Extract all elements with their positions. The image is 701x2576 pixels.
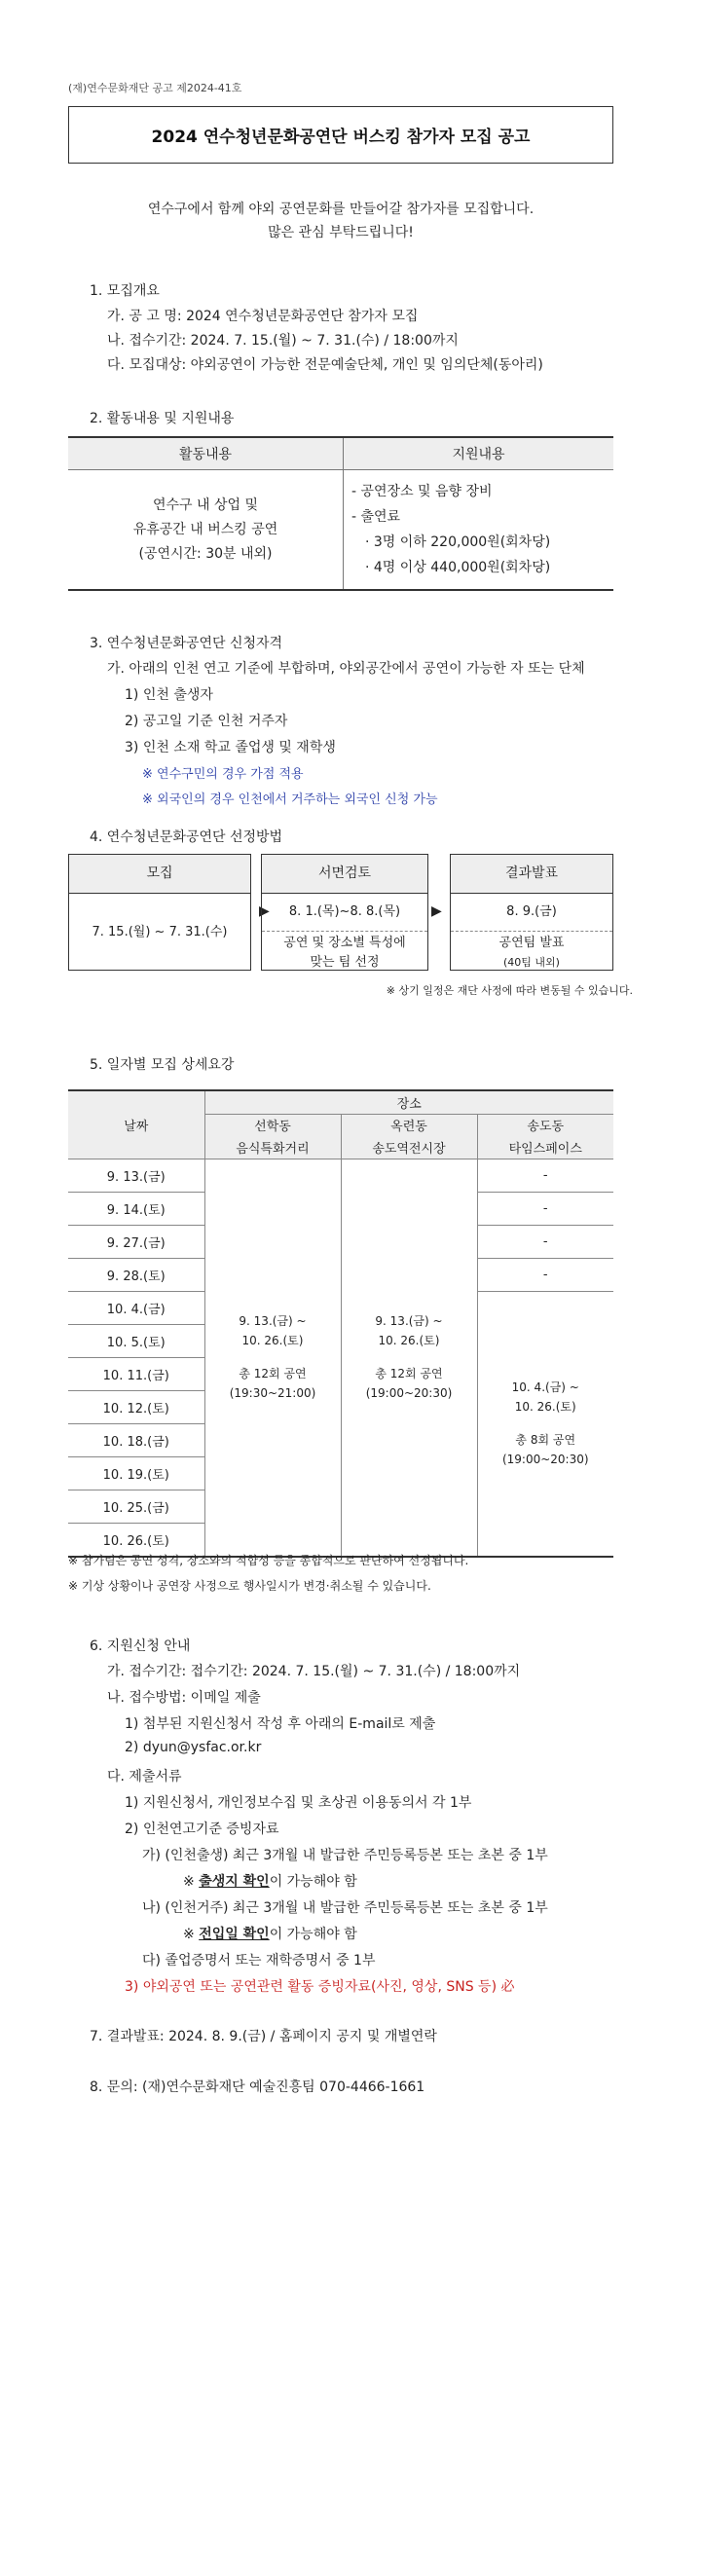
support-line: · 4명 이상 440,000원(회차당) <box>365 560 551 575</box>
s6-doc-2b: 나) (인천거주) 최근 3개월 내 발급한 주민등록등본 또는 초본 중 1부 <box>142 1900 548 1916</box>
flow-step-head: 모집 <box>69 855 250 894</box>
activity-line: 연수구 내 상업 및 <box>152 497 259 513</box>
schedule-line: 10. 26.(토) <box>378 1334 440 1347</box>
date-cell: 10. 25.(금) <box>68 1490 204 1523</box>
s6-item-b1: 1) 첨부된 지원신청서 작성 후 아래의 E-mail로 제출 <box>125 1716 436 1732</box>
venue-3-cell: - <box>477 1159 613 1192</box>
s6-item-c: 다. 제출서류 <box>107 1769 182 1785</box>
flow-desc-line: 공연팀 발표 <box>498 936 565 950</box>
s6-item-b: 나. 접수방법: 이메일 제출 <box>107 1690 261 1706</box>
schedule-note: ※ 상기 일정은 재단 사정에 따라 변동될 수 있습니다. <box>386 984 633 997</box>
s3-note-2: ※ 외국인의 경우 인천에서 거주하는 외국인 신청 가능 <box>142 792 438 807</box>
flow-step-review <box>261 854 428 971</box>
intro-line-1: 연수구에서 함께 야외 공연문화를 만들어갈 참가자를 모집합니다. <box>147 202 535 217</box>
section-6-title: 6. 지원신청 안내 <box>90 1638 191 1654</box>
s3-qual-2: 2) 공고일 기준 인천 거주자 <box>125 714 288 729</box>
s6-doc-1: 1) 지원신청서, 개인정보수집 및 초상권 이용동의서 각 1부 <box>125 1795 472 1811</box>
date-cell: 9. 28.(토) <box>68 1258 204 1291</box>
venue-area: 옥련동 <box>341 1114 477 1136</box>
date-cell: 10. 5.(토) <box>68 1324 204 1357</box>
section-7-result: 7. 결과발표: 2024. 8. 9.(금) / 홈페이지 공지 및 개별연락 <box>90 2029 437 2044</box>
date-cell: 9. 27.(금) <box>68 1225 204 1258</box>
flow-step-date: 8. 9.(금) <box>451 894 612 932</box>
venue-3-cell: - <box>477 1258 613 1291</box>
schedule-line: (19:30~21:00) <box>229 1386 316 1400</box>
date-cell: 10. 12.(토) <box>68 1390 204 1423</box>
col-date: 날짜 <box>68 1090 204 1159</box>
schedule-line: 10. 4.(금) ~ <box>511 1380 579 1394</box>
s3-item-a: 가. 아래의 인천 연고 기준에 부합하며, 야외공간에서 공연이 가능한 자 또는 단체 <box>107 661 585 677</box>
venue-name: 송도역전시장 <box>341 1136 477 1159</box>
section-5-title: 5. 일자별 모집 상세요강 <box>90 1057 235 1073</box>
activity-support-table <box>68 436 613 591</box>
support-line: · 3명 이하 220,000원(회차당) <box>365 534 551 550</box>
venue-1-schedule <box>204 1159 341 1557</box>
s3-qual-1: 1) 인천 출생자 <box>125 687 213 703</box>
flow-desc-line: (40팀 내외) <box>503 956 560 969</box>
venue-3-cell: - <box>477 1225 613 1258</box>
note-mark: ※ <box>183 1927 200 1942</box>
note-emphasis: 출생지 확인 <box>199 1874 270 1890</box>
venue-3-cell: - <box>477 1192 613 1225</box>
venue-area: 송도동 <box>477 1114 613 1136</box>
venue-name: 타임스페이스 <box>477 1136 613 1159</box>
date-cell: 10. 4.(금) <box>68 1291 204 1324</box>
schedule-line: 9. 13.(금) ~ <box>239 1314 307 1328</box>
date-cell: 10. 26.(토) <box>68 1523 204 1557</box>
s3-qual-3: 3) 인천 소재 학교 졸업생 및 재학생 <box>125 740 336 755</box>
s6-item-a: 가. 접수기간: 접수기간: 2024. 7. 15.(월) ~ 7. 31.(수) / 18:00까지 <box>107 1664 521 1679</box>
s6-doc-2a-note <box>183 1871 357 1891</box>
s6-doc-2a: 가) (인천출생) 최근 3개월 내 발급한 주민등록등본 또는 초본 중 1부 <box>142 1848 548 1863</box>
s6-doc-3: 3) 야외공연 또는 공연관련 활동 증빙자료(사진, 영상, SNS 등) 必 <box>125 1979 515 1995</box>
col-place: 장소 <box>204 1090 613 1114</box>
note-text: 이 가능해야 함 <box>269 1927 357 1942</box>
schedule-line: 10. 26.(토) <box>241 1334 304 1347</box>
s6-doc-2b-note <box>183 1924 357 1943</box>
flow-step-desc <box>262 932 427 973</box>
section-2-title: 2. 활동내용 및 지원내용 <box>90 411 235 426</box>
document-number: (재)연수문화재단 공고 제2024-41호 <box>68 82 242 94</box>
schedule-line: (19:00~20:30) <box>501 1453 589 1466</box>
flow-step-recruit <box>68 854 251 971</box>
venue-name: 음식특화거리 <box>204 1136 341 1159</box>
s1-item-b: 나. 접수기간: 2024. 7. 15.(월) ~ 7. 31.(수) / 18:00까지 <box>107 333 459 349</box>
support-line: - 공연장소 및 음향 장비 <box>351 484 493 499</box>
arrow-icon: ▶ <box>431 903 442 919</box>
activity-line: (공연시간: 30분 내외) <box>138 545 273 562</box>
activity-cell <box>68 470 344 591</box>
venue-area: 선학동 <box>204 1114 341 1136</box>
date-cell: 9. 14.(토) <box>68 1192 204 1225</box>
selection-note: ※ 참가팀은 공연 성격, 장소와의 적합성 등을 종합적으로 판단하여 선정됩니다. <box>68 1554 469 1567</box>
s6-email: 2) dyun@ysfac.or.kr <box>125 1740 262 1755</box>
flow-step-result <box>450 854 613 971</box>
note-text: 이 가능해야 함 <box>269 1874 357 1890</box>
s6-doc-2c: 다) 졸업증명서 또는 재학증명서 중 1부 <box>142 1953 376 1969</box>
flow-step-date: 8. 1.(목)~8. 8.(목) <box>262 894 427 932</box>
schedule-line: 총 12회 공연 <box>239 1367 307 1380</box>
note-emphasis: 전입일 확인 <box>199 1927 270 1942</box>
schedule-table <box>68 1089 613 1558</box>
section-8-contact: 8. 문의: (재)연수문화재단 예술진흥팀 070-4466-1661 <box>90 2079 425 2095</box>
section-4-title: 4. 연수청년문화공연단 선정방법 <box>90 829 283 845</box>
page-title: 2024 연수청년문화공연단 버스킹 참가자 모집 공고 <box>68 106 613 164</box>
arrow-icon: ▶ <box>259 903 270 919</box>
flow-step-head: 서면검토 <box>262 855 427 894</box>
s6-doc-2: 2) 인천연고기준 증빙자료 <box>125 1822 279 1837</box>
col-support: 지원내용 <box>344 437 614 470</box>
date-cell: 10. 11.(금) <box>68 1357 204 1390</box>
flow-step-head: 결과발표 <box>451 855 612 894</box>
s1-item-c: 다. 모집대상: 야외공연이 가능한 전문예술단체, 개인 및 임의단체(동아리) <box>107 357 543 373</box>
flow-desc-line: 공연 및 장소별 특성에 <box>283 936 406 950</box>
note-mark: ※ <box>183 1874 200 1890</box>
date-cell: 9. 13.(금) <box>68 1159 204 1192</box>
s3-note-1: ※ 연수구민의 경우 가점 적용 <box>142 767 304 782</box>
weather-note: ※ 기상 상황이나 공연장 사정으로 행사일시가 변경·취소될 수 있습니다. <box>68 1579 431 1593</box>
section-3-title: 3. 연수청년문화공연단 신청자격 <box>90 636 283 651</box>
schedule-line: 9. 13.(금) ~ <box>375 1314 443 1328</box>
schedule-line: 총 8회 공연 <box>515 1433 576 1447</box>
flow-step-desc <box>451 932 612 973</box>
section-1-title: 1. 모집개요 <box>90 283 160 299</box>
intro-text <box>68 198 613 244</box>
schedule-line: 10. 26.(토) <box>514 1400 576 1414</box>
s1-item-a: 가. 공 고 명: 2024 연수청년문화공연단 참가자 모집 <box>107 309 419 324</box>
support-line: - 출연료 <box>351 509 401 525</box>
activity-line: 유휴공간 내 버스킹 공연 <box>132 521 278 537</box>
date-cell: 10. 18.(금) <box>68 1423 204 1456</box>
col-activity: 활동내용 <box>68 437 344 470</box>
venue-2-schedule <box>341 1159 477 1557</box>
support-cell <box>344 470 614 591</box>
flow-desc-line: 맞는 팀 선정 <box>310 955 380 970</box>
intro-line-2: 많은 관심 부탁드립니다! <box>268 225 414 240</box>
schedule-line: 총 12회 공연 <box>375 1367 443 1380</box>
venue-3-schedule <box>477 1291 613 1557</box>
date-cell: 10. 19.(토) <box>68 1456 204 1490</box>
flow-step-date: 7. 15.(월) ~ 7. 31.(수) <box>92 925 228 939</box>
schedule-line: (19:00~20:30) <box>365 1386 453 1400</box>
